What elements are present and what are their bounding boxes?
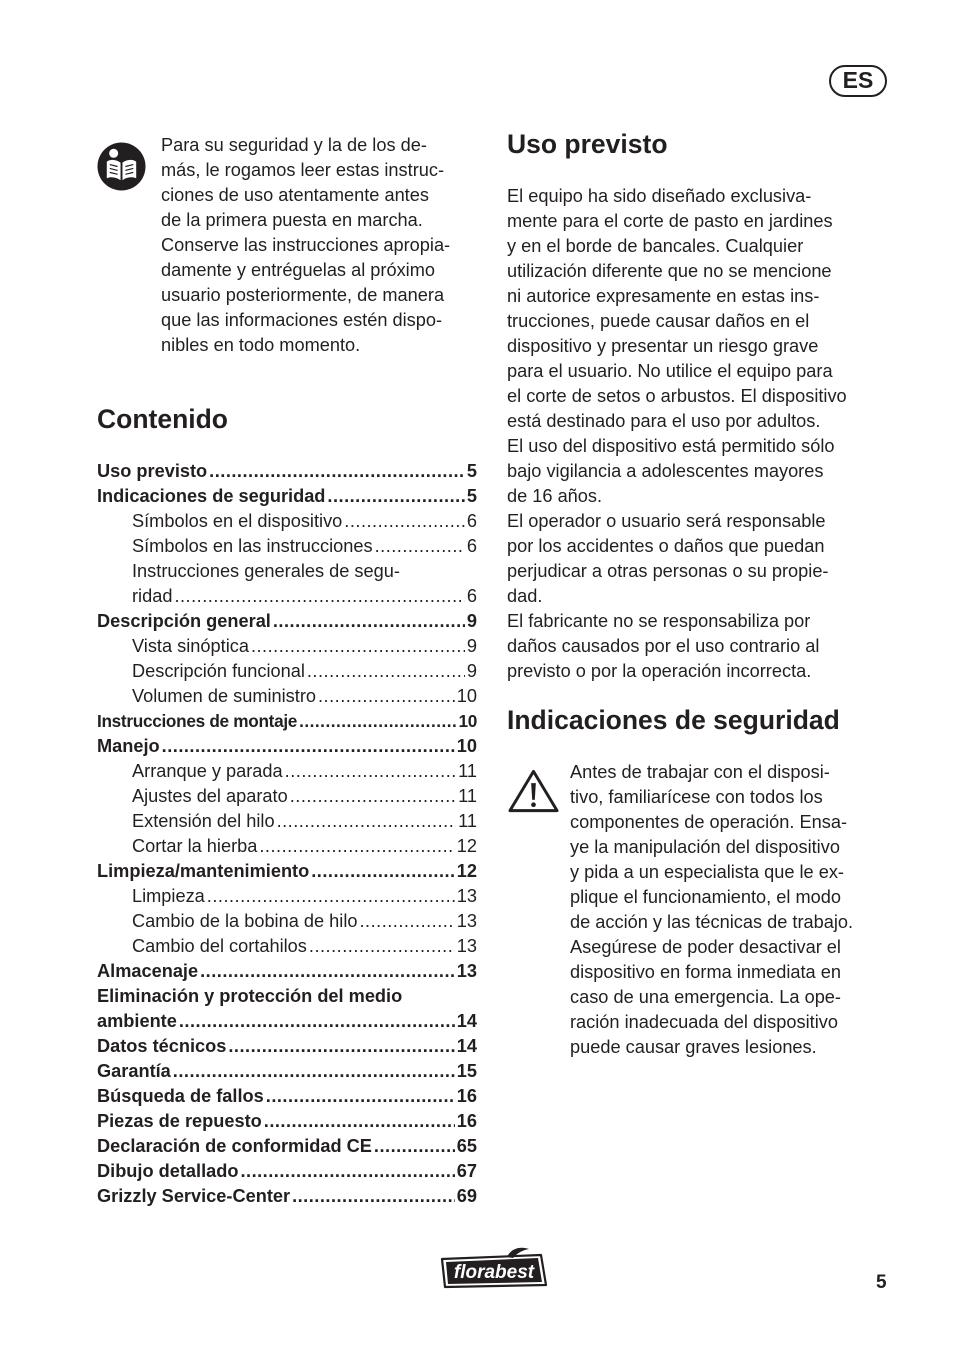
toc-entry-label: Grizzly Service-Center xyxy=(97,1186,291,1206)
toc-entry-page: 11 xyxy=(458,761,477,781)
toc-entry-label: Cortar la hierba xyxy=(132,836,258,856)
toc-entry-label: Instrucciones de montaje xyxy=(97,711,298,731)
toc-entry-page: 10 xyxy=(456,736,477,756)
text-line: El operador o usuario será responsable xyxy=(507,511,826,531)
toc-entry-page: 5 xyxy=(466,461,477,481)
toc-entry[interactable] xyxy=(97,934,477,959)
toc-entry-page: 9 xyxy=(466,636,477,656)
intro-line: damente y entréguelas al próximo xyxy=(161,260,435,280)
toc-entry-label: Ajustes del aparato xyxy=(132,786,288,806)
text-line: y pida a un especialista que le ex- xyxy=(570,862,844,882)
toc-entry-page: 10 xyxy=(458,711,477,731)
toc-entry-label: Descripción general xyxy=(97,611,271,631)
toc-entry-page: 6 xyxy=(466,536,477,556)
text-line: El fabricante no se responsabiliza por xyxy=(507,611,811,631)
toc-entry-label: Vista sinóptica xyxy=(132,636,249,656)
toc-entry-label: Dibujo detallado xyxy=(97,1161,239,1181)
toc-leader xyxy=(209,459,465,484)
intro-paragraph xyxy=(161,133,486,358)
text-line: Asegúrese de poder desactivar el xyxy=(570,937,841,957)
toc-leader xyxy=(327,484,464,509)
toc-leader xyxy=(228,1034,454,1059)
toc-entry-page: 13 xyxy=(456,886,477,906)
toc-entry-page: 15 xyxy=(456,1061,477,1081)
text-line: y en el borde de bancales. Cualquier xyxy=(507,236,804,256)
toc-leader xyxy=(290,784,456,809)
toc-leader xyxy=(200,959,455,984)
toc-entry[interactable] xyxy=(97,1134,477,1159)
toc-entry-label: Cambio del cortahilos xyxy=(132,936,307,956)
text-line: Antes de trabajar con el disposi- xyxy=(570,762,830,782)
toc-entry-page: 6 xyxy=(466,586,477,606)
intro-line: que las informaciones estén dispo- xyxy=(161,310,443,330)
toc-entry-label: Volumen de suministro xyxy=(132,686,316,706)
toc-entry[interactable] xyxy=(97,909,477,934)
toc-entry[interactable] xyxy=(97,584,477,609)
toc-entry-page: 14 xyxy=(456,1011,477,1031)
text-line: ye la manipulación del dispositivo xyxy=(570,837,840,857)
toc-entry[interactable] xyxy=(97,759,477,784)
toc-entry[interactable] xyxy=(97,734,477,759)
text-line: el corte de setos o arbustos. El dispositivo xyxy=(507,386,847,406)
toc-entry-page: 9 xyxy=(466,611,477,631)
text-line: perjudicar a otras personas o su propie- xyxy=(507,561,829,581)
text-line: componentes de operación. Ensa- xyxy=(570,812,848,832)
text-line: caso de una emergencia. La ope- xyxy=(570,987,841,1007)
toc-entry[interactable] xyxy=(97,1184,477,1209)
toc-entry-page: 11 xyxy=(458,786,477,806)
toc-entry[interactable] xyxy=(97,609,477,634)
toc-entry-page: 10 xyxy=(456,686,477,706)
text-line: de acción y las técnicas de trabajo. xyxy=(570,912,854,932)
toc-entry-label: Extensión del hilo xyxy=(132,811,275,831)
toc-entry-label: ridad xyxy=(132,586,173,606)
toc-entry-page: 16 xyxy=(456,1086,477,1106)
intro-line: Para su seguridad y la de los de- xyxy=(161,135,427,155)
toc-entry-label: Datos técnicos xyxy=(97,1036,227,1056)
toc-entry-label: Almacenaje xyxy=(97,961,199,981)
toc-entry[interactable] xyxy=(97,684,477,709)
toc-leader xyxy=(299,709,456,734)
text-line: bajo vigilancia a adolescentes mayores xyxy=(507,461,824,481)
toc-entry[interactable] xyxy=(97,484,477,509)
toc-leader xyxy=(292,1184,455,1209)
toc-leader xyxy=(173,1059,455,1084)
toc-leader xyxy=(259,834,454,859)
toc-leader xyxy=(344,509,465,534)
toc-leader xyxy=(309,934,455,959)
toc-entry[interactable] xyxy=(97,809,477,834)
toc-entry-page: 13 xyxy=(456,961,477,981)
intro-line: más, le rogamos leer estas instruc- xyxy=(161,160,445,180)
toc-entry[interactable] xyxy=(97,1159,477,1184)
toc-entry-label: Búsqueda de fallos xyxy=(97,1086,264,1106)
text-line: utilización diferente que no se mencione xyxy=(507,261,832,281)
toc-entry[interactable] xyxy=(97,1109,477,1134)
toc-entry-page: 13 xyxy=(456,911,477,931)
text-line: previsto o por la operación incorrecta. xyxy=(507,661,812,681)
toc-entry-page: 13 xyxy=(456,936,477,956)
toc-entry[interactable] xyxy=(97,784,477,809)
section-title-uso-previsto: Uso previsto xyxy=(507,129,668,159)
toc-entry[interactable] xyxy=(97,1009,477,1034)
toc-entry-label: Garantía xyxy=(97,1061,171,1081)
toc-entry-label: Limpieza/mantenimiento xyxy=(97,861,310,881)
toc-entry-label: Cambio de la bobina de hilo xyxy=(132,911,358,931)
intro-line: de la primera puesta en marcha. xyxy=(161,210,423,230)
toc-entry[interactable] xyxy=(97,1059,477,1084)
toc-leader xyxy=(277,809,457,834)
text-line: por los accidentes o daños que puedan xyxy=(507,536,825,556)
text-line: ni autorice expresamente en estas ins- xyxy=(507,286,820,306)
toc-leader xyxy=(162,734,455,759)
intro-line: Conserve las instrucciones apropia- xyxy=(161,235,451,255)
text-line: de 16 años. xyxy=(507,486,603,506)
text-line: dad. xyxy=(507,586,543,606)
toc-entry-label: ambiente xyxy=(97,1011,177,1031)
toc-entry[interactable] xyxy=(97,459,477,484)
toc-title: Contenido xyxy=(97,404,228,434)
text-line: plique el funcionamiento, el modo xyxy=(570,887,841,907)
toc-entry-label: Manejo xyxy=(97,736,160,756)
toc-leader xyxy=(318,684,455,709)
toc-entry-page: 16 xyxy=(456,1111,477,1131)
toc-entry-page: 12 xyxy=(456,836,477,856)
toc-entry[interactable] xyxy=(97,884,477,909)
toc-entry-label: Declaración de conformidad CE xyxy=(97,1136,372,1156)
brand-name: florabest xyxy=(453,1262,535,1283)
toc-leader xyxy=(266,1084,455,1109)
toc-entry-page: 6 xyxy=(466,511,477,531)
safety-warning-text xyxy=(570,760,895,1060)
toc-leader xyxy=(240,1159,454,1184)
toc-entry-page: 14 xyxy=(456,1036,477,1056)
toc-entry[interactable] xyxy=(97,959,477,984)
toc-entry-label: Uso previsto xyxy=(97,461,208,481)
toc-entry-page: 5 xyxy=(466,486,477,506)
toc-entry-page: 11 xyxy=(458,811,477,831)
text-line: tivo, familiarícese con todos los xyxy=(570,787,823,807)
toc-entry-page: 9 xyxy=(466,661,477,681)
toc-entry[interactable] xyxy=(97,859,477,884)
toc-leader xyxy=(251,634,465,659)
toc-entry-label: Indicaciones de seguridad xyxy=(97,486,326,506)
toc-entry[interactable] xyxy=(97,509,477,534)
toc-entry[interactable] xyxy=(97,1084,477,1109)
text-line: daños causados por el uso contrario al xyxy=(507,636,820,656)
intro-line: nibles en todo momento. xyxy=(161,335,361,355)
text-line: trucciones, puede causar daños en el xyxy=(507,311,810,331)
toc-entry-page: 12 xyxy=(456,861,477,881)
toc-entry-label: Símbolos en el dispositivo xyxy=(132,511,343,531)
toc-entry[interactable] xyxy=(97,1034,477,1059)
intro-line: ciones de uso atentamente antes xyxy=(161,185,429,205)
toc-leader xyxy=(307,659,465,684)
toc-entry-label: Arranque y parada xyxy=(132,761,283,781)
toc-leader xyxy=(179,1009,455,1034)
toc-leader xyxy=(264,1109,455,1134)
toc-entry-label: Limpieza xyxy=(132,886,205,906)
text-line: ración inadecuada del dispositivo xyxy=(570,1012,838,1032)
toc-entry[interactable] xyxy=(97,659,477,684)
toc-entry-label[interactable]: Instrucciones generales de segu- xyxy=(132,561,400,581)
language-badge: ES xyxy=(829,65,887,97)
toc-entry[interactable] xyxy=(97,634,477,659)
warning-triangle-icon xyxy=(507,768,560,814)
text-line: dispositivo en forma inmediata en xyxy=(570,962,841,982)
toc-entry-page: 65 xyxy=(456,1136,477,1156)
text-line: está destinado para el uso por adultos. xyxy=(507,411,821,431)
toc-entry[interactable] xyxy=(97,834,477,859)
toc-entry[interactable] xyxy=(97,534,477,559)
toc-entry[interactable] xyxy=(97,984,477,1009)
toc-leader xyxy=(207,884,455,909)
toc-leader xyxy=(311,859,455,884)
toc-entry-page: 67 xyxy=(456,1161,477,1181)
toc-leader xyxy=(285,759,456,784)
toc-entry-label: Eliminación y protección del medio xyxy=(97,986,403,1006)
toc-entry-page: 69 xyxy=(456,1186,477,1206)
toc-leader xyxy=(374,1134,455,1159)
toc-entry-label: Piezas de repuesto xyxy=(97,1111,262,1131)
text-line: El uso del dispositivo está permitido sólo xyxy=(507,436,835,456)
toc-entry-label: Símbolos en las instrucciones xyxy=(132,536,373,556)
toc-leader xyxy=(359,909,454,934)
toc-leader xyxy=(174,584,464,609)
text-line: El equipo ha sido diseñado exclusiva- xyxy=(507,186,812,206)
page-number: 5 xyxy=(876,1272,887,1293)
toc-entry-label: Descripción funcional xyxy=(132,661,305,681)
toc-leader xyxy=(375,534,465,559)
text-line: dispositivo y presentar un riesgo grave xyxy=(507,336,819,356)
section-title-indicaciones-de-seguridad: Indicaciones de seguridad xyxy=(507,705,840,735)
uso-previsto-text xyxy=(507,184,892,684)
text-line: para el usuario. No utilice el equipo para xyxy=(507,361,833,381)
table-of-contents xyxy=(97,459,477,1209)
intro-line: usuario posteriormente, de manera xyxy=(161,285,445,305)
florabest-logo xyxy=(437,1245,551,1290)
text-line: puede causar graves lesiones. xyxy=(570,1037,817,1057)
toc-leader xyxy=(273,609,465,634)
read-manual-icon xyxy=(97,142,146,191)
text-line: mente para el corte de pasto en jardines xyxy=(507,211,833,231)
toc-entry[interactable] xyxy=(97,709,477,734)
